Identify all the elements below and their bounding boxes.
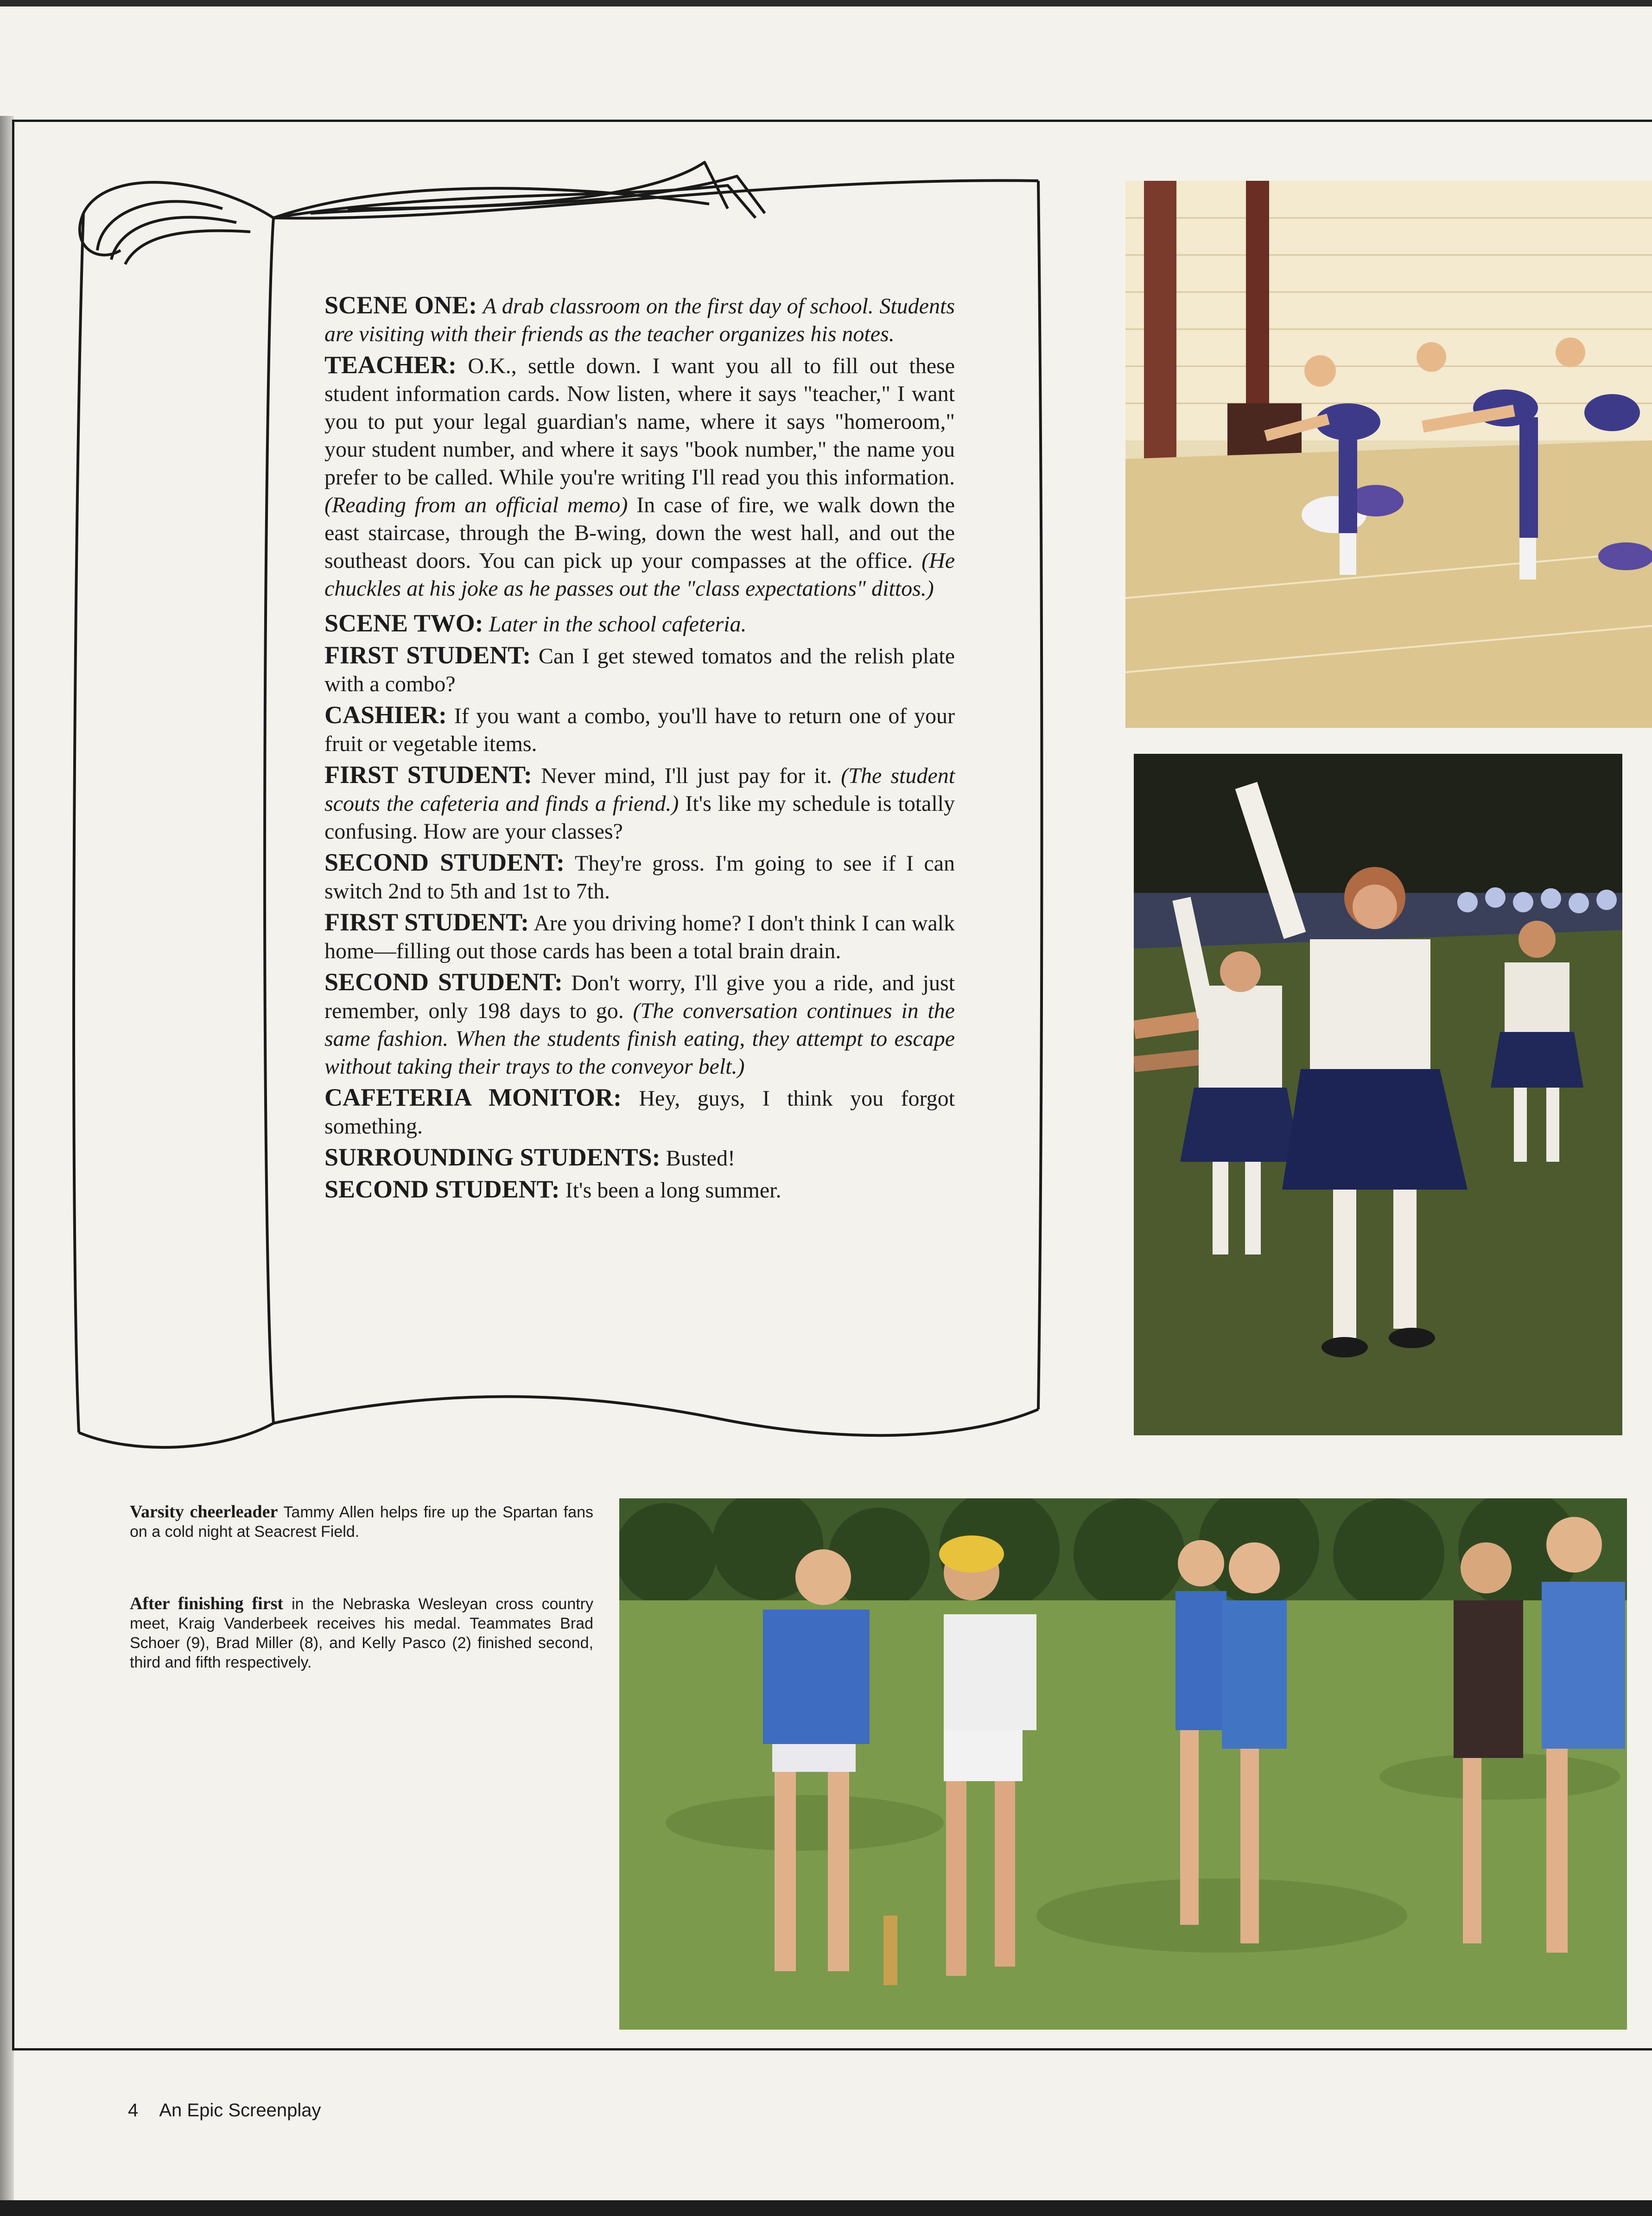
cross-country-photo (619, 1498, 1627, 2030)
teacher-direction-1: (Reading from an official memo) (324, 493, 628, 517)
scene-two-block (324, 609, 955, 638)
surrounding-students-block (324, 1143, 955, 1172)
first-student-line: Can I get stewed tomatos and the relish plate with a combo? (324, 644, 955, 696)
cashier-block (324, 701, 955, 758)
scene-one-heading: SCENE ONE: (324, 291, 477, 319)
cross-country-caption (130, 1594, 593, 1672)
first-student-block-2 (324, 761, 955, 846)
bottom-rule (12, 2048, 1652, 2050)
first-student-line: Are you driving home? I don't think I can walk home—filling out those cards has been a total brain drain. (324, 911, 955, 963)
second-student-direction: (The conversation continues in the same fashion. When the students finish eating, they attempt to escape without taking their trays to the conveyor belt.) (324, 999, 955, 1079)
scene-two-description: Later in the school cafeteria. (489, 612, 747, 637)
screenplay-text (324, 291, 955, 1207)
second-student-block-2 (324, 968, 955, 1081)
second-student-line: It's been a long summer. (565, 1178, 782, 1203)
cashier-speaker: CASHIER: (324, 701, 447, 729)
first-student-block-3 (324, 908, 955, 965)
first-student-speaker: FIRST STUDENT: (324, 908, 529, 936)
teacher-line-1: O.K., settle down. I want you all to fill out these student information cards. Now listen, where it says "teacher," I want you to put your legal guardian's name, where it says "homeroom," your student number, and where it says "book number," the name you prefer to be called. While you're writing I'll read you this information. (324, 354, 955, 490)
teacher-direction-2: (He chuckles at his joke as he passes out the "class expectations" dittos.) (324, 548, 955, 601)
monitor-line: Hey, guys, I think you forgot something. (324, 1086, 955, 1139)
second-student-speaker: SECOND STUDENT: (324, 1175, 560, 1203)
page-number: 4 (128, 2100, 139, 2120)
second-student-line: They're gross. I'm going to see if I can switch 2nd to 5th and 1st to 7th. (324, 851, 955, 904)
surrounding-students-speaker: SURROUNDING STUDENTS: (324, 1143, 661, 1171)
first-student-line-2: It's like my schedule is totally confusing. How are your classes? (324, 791, 955, 844)
teacher-block (324, 351, 955, 603)
second-student-line: Don't worry, I'll give you a ride, and just remember, only 198 days to go. (324, 971, 955, 1023)
first-student-speaker: FIRST STUDENT: (324, 761, 532, 789)
gym-cheerleaders-photo (1125, 181, 1652, 728)
left-rule (12, 120, 14, 2050)
first-student-direction: (The student scouts the cafeteria and finds a friend.) (324, 764, 955, 816)
teacher-line-2: In case of fire, we walk down the east staircase, through the B-wing, down the west hall, and out the southeast doors. You can pick up your compasses at the office. (324, 493, 955, 573)
scene-one-block (324, 291, 955, 348)
cheerleader-caption-text: Tammy Allen helps fire up the Spartan fans on a cold night at Seacrest Field. (130, 1503, 593, 1541)
teacher-speaker: TEACHER: (324, 351, 457, 379)
cross-country-caption-lead: After finishing first (130, 1594, 284, 1613)
cheerleader-caption (130, 1502, 593, 1541)
cheerleader-caption-lead: Varsity cheerleader (130, 1502, 278, 1522)
first-student-block-1 (324, 641, 955, 698)
first-student-speaker: FIRST STUDENT: (324, 641, 531, 669)
first-student-line: Never mind, I'll just pay for it. (541, 764, 832, 788)
page-folio (128, 2100, 321, 2121)
cross-country-caption-text: in the Nebraska Wesleyan cross country meet, Kraig Vanderbeek receives his medal. Teammates Brad Schoer (9), Brad Miller (8), and Kelly Pasco (2) finished second, third and fifth respectively. (130, 1595, 593, 1671)
section-title: An Epic Screenplay (159, 2100, 321, 2120)
second-student-block-1 (324, 848, 955, 905)
cheerleader-field-photo (1134, 754, 1622, 1435)
cashier-line: If you want a combo, you'll have to return one of your fruit or vegetable items. (324, 704, 955, 756)
scene-two-heading: SCENE TWO: (324, 609, 483, 637)
scan-top-edge (0, 0, 1652, 6)
second-student-speaker: SECOND STUDENT: (324, 848, 565, 876)
top-rule (12, 120, 1652, 122)
second-student-block-3 (324, 1175, 955, 1204)
scene-one-description: A drab classroom on the first day of school. Students are visiting with their friends as the teacher organizes his notes. (324, 294, 955, 346)
surrounding-students-line: Busted! (666, 1146, 735, 1171)
monitor-speaker: CAFETERIA MONITOR: (324, 1083, 622, 1111)
second-student-speaker: SECOND STUDENT: (324, 968, 563, 996)
monitor-block (324, 1083, 955, 1140)
scan-bottom-edge (0, 2200, 1652, 2216)
